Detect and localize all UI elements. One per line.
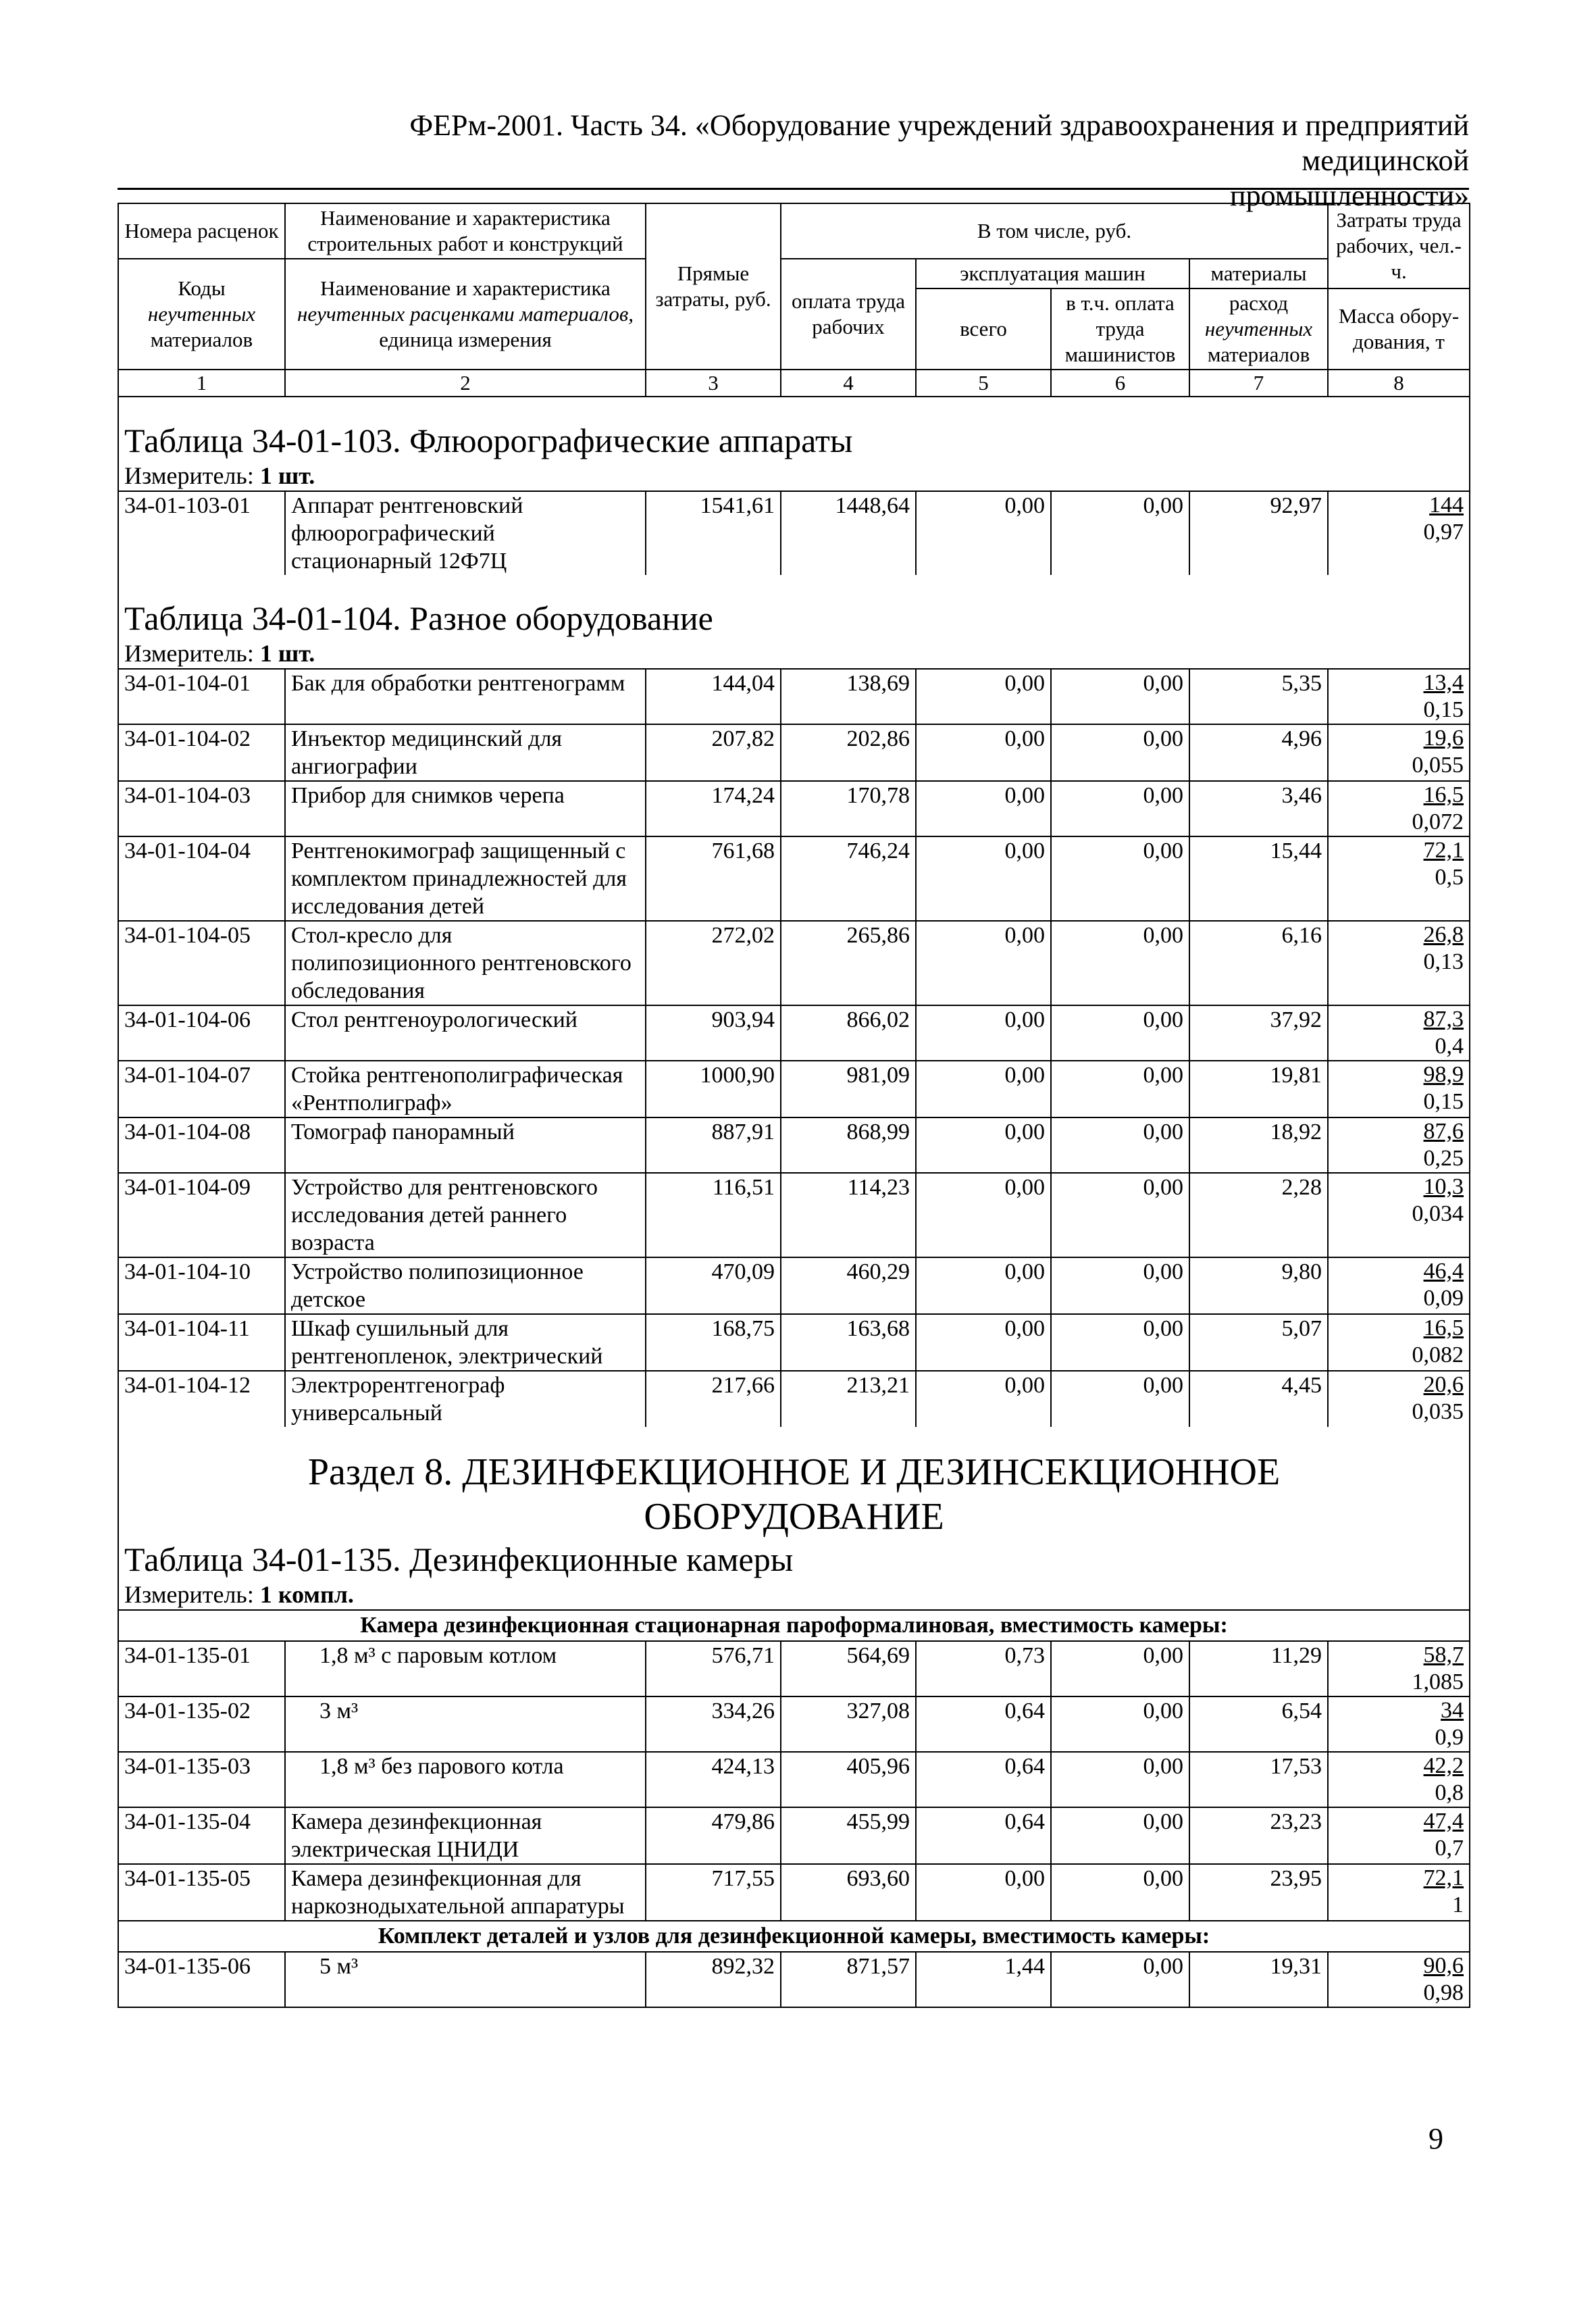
equipment-mass: 0,5 (1435, 865, 1464, 890)
subheading-row (118, 1921, 1470, 1952)
labor-hours: 13,4 (1423, 670, 1464, 695)
materials-cost: 19,81 (1189, 1061, 1328, 1117)
measure-line-row (118, 461, 1470, 491)
table-title-row (118, 420, 1470, 461)
labor-hours-and-mass (1328, 781, 1470, 836)
spacer (118, 1427, 1470, 1450)
rate-name-text: Стойка рентгенополиграфическая «Рентполиграф» (291, 1063, 623, 1115)
machines-cost: 0,00 (916, 836, 1051, 921)
measure-label: Измеритель: (124, 462, 254, 489)
rate-name (285, 669, 646, 724)
materials-cost: 5,07 (1189, 1314, 1328, 1371)
rate-code: 34-01-104-10 (118, 1257, 285, 1314)
materials-cost: 9,80 (1189, 1257, 1328, 1314)
rate-name-text: Инъектор медицинский для ангиографии (291, 726, 563, 779)
machinists-cost: 0,00 (1051, 1807, 1189, 1864)
labor-hours-and-mass (1328, 1696, 1470, 1752)
table-row (118, 1371, 1470, 1427)
rate-code: 34-01-104-09 (118, 1173, 285, 1257)
rate-name-text: Электрорентгенограф универсальный (291, 1373, 505, 1426)
labor-hours: 58,7 (1423, 1642, 1464, 1667)
table-row (118, 1061, 1470, 1117)
labor-cost: 871,57 (781, 1952, 916, 2007)
rate-code: 34-01-135-03 (118, 1752, 285, 1807)
col-number: 8 (1328, 370, 1470, 397)
materials-cost: 37,92 (1189, 1005, 1328, 1061)
col-name-header-bottom: Наименование и характеристика неучтенных расценками материалов, единица измерения (285, 259, 646, 370)
labor-hours: 34 (1441, 1698, 1464, 1723)
direct-cost: 207,82 (646, 724, 781, 781)
materials-cost: 6,16 (1189, 921, 1328, 1005)
materials-cost: 92,97 (1189, 491, 1328, 575)
direct-cost: 168,75 (646, 1314, 781, 1371)
equipment-mass: 0,97 (1423, 520, 1464, 545)
machines-cost: 0,64 (916, 1807, 1051, 1864)
spacer-row (118, 1427, 1470, 1450)
rate-name (285, 1257, 646, 1314)
equipment-mass: 0,13 (1423, 949, 1464, 974)
machines-cost: 0,00 (916, 491, 1051, 575)
rate-name (285, 1864, 646, 1921)
rate-code: 34-01-135-05 (118, 1864, 285, 1921)
rate-code: 34-01-104-04 (118, 836, 285, 921)
labor-hours: 16,5 (1423, 1315, 1464, 1340)
direct-cost: 1000,90 (646, 1061, 781, 1117)
rate-name (285, 1807, 646, 1864)
table-header (118, 203, 1470, 397)
direct-cost: 424,13 (646, 1752, 781, 1807)
machinists-cost: 0,00 (1051, 1061, 1189, 1117)
direct-cost: 903,94 (646, 1005, 781, 1061)
machinists-cost: 0,00 (1051, 836, 1189, 921)
labor-cost: 265,86 (781, 921, 916, 1005)
rate-code: 34-01-104-05 (118, 921, 285, 1005)
labor-cost: 460,29 (781, 1257, 916, 1314)
rate-name-text: Рентгенокимограф защищенный с комплектом принадлежностей для исследования детей (291, 838, 627, 919)
machines-cost: 0,00 (916, 1314, 1051, 1371)
labor-cost: 114,23 (781, 1173, 916, 1257)
table-row (118, 1807, 1470, 1864)
labor-hours: 87,3 (1423, 1007, 1464, 1032)
labor-hours-and-mass (1328, 669, 1470, 724)
materials-cost: 2,28 (1189, 1173, 1328, 1257)
rate-code: 34-01-104-02 (118, 724, 285, 781)
rate-code: 34-01-135-02 (118, 1696, 285, 1752)
table-row (118, 836, 1470, 921)
labor-hours: 16,5 (1423, 782, 1464, 807)
labor-hours-and-mass (1328, 1371, 1470, 1427)
rate-code: 34-01-103-01 (118, 491, 285, 575)
rate-code: 34-01-104-08 (118, 1117, 285, 1173)
labor-hours: 144 (1429, 493, 1464, 518)
table-row (118, 1952, 1470, 2007)
machines-cost: 0,00 (916, 921, 1051, 1005)
labor-hours: 19,6 (1423, 726, 1464, 751)
machines-cost: 0,00 (916, 1257, 1051, 1314)
labor-hours: 72,1 (1423, 1865, 1464, 1890)
machines-cost: 0,00 (916, 781, 1051, 836)
table-row (118, 669, 1470, 724)
measure-line (118, 1580, 1470, 1610)
labor-cost: 981,09 (781, 1061, 916, 1117)
rate-name-text: Стол рентгеноурологический (291, 1007, 577, 1032)
rate-name-text: Стол-кресло для полипозиционного рентгеновского обследования (291, 923, 632, 1003)
labor-hours: 87,6 (1423, 1119, 1464, 1144)
labor-cost: 746,24 (781, 836, 916, 921)
rate-name-text: Прибор для снимков черепа (291, 783, 565, 808)
col-material-use-header: расход неучтенных материалов (1189, 288, 1328, 370)
equipment-mass: 0,8 (1435, 1780, 1464, 1805)
measure-line-row (118, 638, 1470, 669)
machines-cost: 0,73 (916, 1641, 1051, 1696)
machines-cost: 0,64 (916, 1696, 1051, 1752)
labor-hours: 10,3 (1423, 1174, 1464, 1199)
table-title: Таблица 34-01-135. Дезинфекционные камеры (118, 1539, 1470, 1580)
machinists-cost: 0,00 (1051, 1005, 1189, 1061)
machines-cost: 0,00 (916, 1371, 1051, 1427)
direct-cost: 761,68 (646, 836, 781, 921)
machinists-cost: 0,00 (1051, 1696, 1189, 1752)
equipment-mass: 0,072 (1412, 809, 1464, 834)
machines-cost: 0,00 (916, 669, 1051, 724)
materials-cost: 18,92 (1189, 1117, 1328, 1173)
rate-name-text: Камера дезинфекционная для наркознодыхательной аппаратуры (291, 1866, 625, 1919)
equipment-mass: 0,15 (1423, 697, 1464, 722)
rate-name (285, 781, 646, 836)
machines-cost: 0,00 (916, 1061, 1051, 1117)
table-row (118, 1696, 1470, 1752)
rate-name (285, 1061, 646, 1117)
rate-name (285, 1173, 646, 1257)
labor-hours: 26,8 (1423, 922, 1464, 947)
materials-cost: 23,23 (1189, 1807, 1328, 1864)
measure-line (118, 638, 1470, 669)
rate-name-text: 1,8 м³ с паровым котлом (319, 1643, 557, 1668)
col-direct-header: Прямые затраты, руб. (646, 203, 781, 370)
direct-cost: 1541,61 (646, 491, 781, 575)
col-labor-hours-header: Затраты труда рабочих, чел.-ч. (1328, 203, 1470, 288)
rate-name (285, 1696, 646, 1752)
rate-name (285, 921, 646, 1005)
table-row (118, 491, 1470, 575)
machinists-cost: 0,00 (1051, 781, 1189, 836)
direct-cost: 717,55 (646, 1864, 781, 1921)
labor-cost: 868,99 (781, 1117, 916, 1173)
labor-hours: 20,6 (1423, 1372, 1464, 1397)
spacer-row (118, 397, 1470, 420)
labor-hours-and-mass (1328, 1061, 1470, 1117)
direct-cost: 272,02 (646, 921, 781, 1005)
rate-name-text: Шкаф сушильный для рентгенопленок, электрический (291, 1316, 603, 1369)
materials-cost: 17,53 (1189, 1752, 1328, 1807)
col-number: 3 (646, 370, 781, 397)
col-group-header: В том числе, руб. (781, 203, 1328, 259)
col-machines-total-header: всего (916, 288, 1051, 370)
machines-cost: 0,00 (916, 1864, 1051, 1921)
table-row (118, 1173, 1470, 1257)
table-title-row (118, 598, 1470, 638)
labor-cost: 866,02 (781, 1005, 916, 1061)
col-number: 4 (781, 370, 916, 397)
labor-hours-and-mass (1328, 1641, 1470, 1696)
col-machines-header: эксплуатация машин (916, 259, 1189, 288)
table-row (118, 781, 1470, 836)
labor-cost: 170,78 (781, 781, 916, 836)
direct-cost: 470,09 (646, 1257, 781, 1314)
equipment-mass: 1 (1452, 1892, 1464, 1917)
table-row (118, 1752, 1470, 1807)
table-row (118, 1117, 1470, 1173)
equipment-mass: 0,034 (1412, 1201, 1464, 1226)
equipment-mass: 0,98 (1423, 1980, 1464, 2005)
machinists-cost: 0,00 (1051, 1314, 1189, 1371)
col-labor-header: оплата труда рабочих (781, 259, 916, 370)
table-row (118, 724, 1470, 781)
labor-hours-and-mass (1328, 1005, 1470, 1061)
labor-hours: 98,9 (1423, 1062, 1464, 1087)
section-title-row (118, 1450, 1470, 1539)
labor-cost: 693,60 (781, 1864, 916, 1921)
materials-cost: 11,29 (1189, 1641, 1328, 1696)
direct-cost: 116,51 (646, 1173, 781, 1257)
machines-cost: 0,00 (916, 1117, 1051, 1173)
rate-name-text: Томограф панорамный (291, 1120, 515, 1145)
table-body (118, 397, 1470, 2007)
spacer (118, 397, 1470, 420)
header-line-1: ФЕРм-2001. Часть 34. «Оборудование учреждений здравоохранения и предприятий медицинской (409, 109, 1469, 177)
table-row (118, 1005, 1470, 1061)
materials-cost: 23,95 (1189, 1864, 1328, 1921)
col-materials-header: материалы (1189, 259, 1328, 288)
rate-code: 34-01-104-07 (118, 1061, 285, 1117)
machinists-cost: 0,00 (1051, 1173, 1189, 1257)
machines-cost: 0,00 (916, 1005, 1051, 1061)
section-title-line-1: Раздел 8. ДЕЗИНФЕКЦИОННОЕ И ДЕЗИНСЕКЦИОННОЕ (307, 1451, 1281, 1493)
machinists-cost: 0,00 (1051, 921, 1189, 1005)
direct-cost: 576,71 (646, 1641, 781, 1696)
col-code-header-bottom: Коды неучтенных материалов (118, 259, 285, 370)
equipment-mass: 0,9 (1435, 1725, 1464, 1750)
materials-cost: 19,31 (1189, 1952, 1328, 2007)
rate-name (285, 1117, 646, 1173)
col-name-header-top: Наименование и характеристика строительных работ и конструкций (285, 203, 646, 259)
labor-cost: 138,69 (781, 669, 916, 724)
equipment-mass: 0,035 (1412, 1399, 1464, 1424)
measure-line-row (118, 1580, 1470, 1610)
spacer-row (118, 575, 1470, 598)
labor-hours: 90,6 (1423, 1953, 1464, 1978)
measure-unit: 1 шт. (259, 640, 315, 667)
materials-cost: 5,35 (1189, 669, 1328, 724)
subheading: Камера дезинфекционная стационарная пароформалиновая, вместимость камеры: (118, 1610, 1470, 1641)
direct-cost: 174,24 (646, 781, 781, 836)
labor-cost: 163,68 (781, 1314, 916, 1371)
table-row (118, 921, 1470, 1005)
machines-cost: 1,44 (916, 1952, 1051, 2007)
rate-name (285, 1752, 646, 1807)
rate-name (285, 1952, 646, 2007)
rate-name-text: 5 м³ (319, 1954, 359, 1979)
rate-code: 34-01-104-01 (118, 669, 285, 724)
rate-code: 34-01-104-06 (118, 1005, 285, 1061)
header-rule (118, 188, 1469, 190)
page-header (317, 108, 1469, 213)
direct-cost: 144,04 (646, 669, 781, 724)
rate-name (285, 724, 646, 781)
spacer (118, 575, 1470, 598)
rate-name (285, 1641, 646, 1696)
machines-cost: 0,64 (916, 1752, 1051, 1807)
labor-hours-and-mass (1328, 921, 1470, 1005)
machinists-cost: 0,00 (1051, 1117, 1189, 1173)
equipment-mass: 0,055 (1412, 753, 1464, 778)
measure-line (118, 461, 1470, 491)
equipment-mass: 0,7 (1435, 1836, 1464, 1861)
col-number: 6 (1051, 370, 1189, 397)
labor-cost: 455,99 (781, 1807, 916, 1864)
rate-code: 34-01-104-12 (118, 1371, 285, 1427)
section-title-line-2: ОБОРУДОВАНИЕ (644, 1496, 944, 1538)
equipment-mass: 1,085 (1412, 1669, 1464, 1694)
subheading-row (118, 1610, 1470, 1641)
rate-code: 34-01-135-06 (118, 1952, 285, 2007)
equipment-mass: 0,4 (1435, 1034, 1464, 1059)
measure-label: Измеритель: (124, 640, 254, 667)
table-row (118, 1641, 1470, 1696)
measure-unit: 1 шт. (259, 462, 315, 489)
table-title: Таблица 34-01-104. Разное оборудование (118, 598, 1470, 638)
machinists-cost: 0,00 (1051, 1864, 1189, 1921)
rate-name-text: Бак для обработки рентгенограмм (291, 671, 625, 696)
rates-table (118, 203, 1470, 2008)
col-number: 1 (118, 370, 285, 397)
labor-cost: 202,86 (781, 724, 916, 781)
direct-cost: 334,26 (646, 1696, 781, 1752)
labor-hours: 46,4 (1423, 1259, 1464, 1284)
rate-name-text: Устройство полипозиционное детское (291, 1259, 584, 1312)
machinists-cost: 0,00 (1051, 1641, 1189, 1696)
rate-name-text: 3 м³ (319, 1699, 359, 1724)
rate-code: 34-01-135-01 (118, 1641, 285, 1696)
col-mass-header: Масса обору-дования, т (1328, 288, 1470, 370)
measure-label: Измеритель: (124, 1581, 254, 1608)
labor-cost: 405,96 (781, 1752, 916, 1807)
machinists-cost: 0,00 (1051, 1952, 1189, 2007)
col-number: 2 (285, 370, 646, 397)
materials-cost: 6,54 (1189, 1696, 1328, 1752)
rate-name-text: Камера дезинфекционная электрическая ЦНИДИ (291, 1809, 542, 1862)
labor-hours-and-mass (1328, 491, 1470, 575)
rate-name-text: Устройство для рентгеновского исследования детей раннего возраста (291, 1175, 598, 1255)
materials-cost: 3,46 (1189, 781, 1328, 836)
labor-hours-and-mass (1328, 1117, 1470, 1173)
page-number: 9 (1428, 2122, 1443, 2155)
rate-name (285, 836, 646, 921)
equipment-mass: 0,25 (1423, 1146, 1464, 1171)
labor-hours-and-mass (1328, 836, 1470, 921)
subheading: Комплект деталей и узлов для дезинфекционной камеры, вместимость камеры: (118, 1921, 1470, 1952)
rate-name (285, 1005, 646, 1061)
direct-cost: 479,86 (646, 1807, 781, 1864)
rate-name-text: 1,8 м³ без парового котла (319, 1754, 564, 1779)
machinists-cost: 0,00 (1051, 1257, 1189, 1314)
labor-hours: 72,1 (1423, 838, 1464, 863)
labor-cost: 1448,64 (781, 491, 916, 575)
labor-hours-and-mass (1328, 1807, 1470, 1864)
labor-cost: 327,08 (781, 1696, 916, 1752)
table-row (118, 1257, 1470, 1314)
labor-hours-and-mass (1328, 724, 1470, 781)
labor-hours-and-mass (1328, 1257, 1470, 1314)
machinists-cost: 0,00 (1051, 724, 1189, 781)
labor-hours-and-mass (1328, 1173, 1470, 1257)
direct-cost: 217,66 (646, 1371, 781, 1427)
machines-cost: 0,00 (916, 1173, 1051, 1257)
table-title-row (118, 1539, 1470, 1580)
table-row (118, 1314, 1470, 1371)
equipment-mass: 0,082 (1412, 1342, 1464, 1367)
measure-unit: 1 компл. (259, 1581, 354, 1608)
materials-cost: 4,45 (1189, 1371, 1328, 1427)
machinists-cost: 0,00 (1051, 491, 1189, 575)
rate-code: 34-01-104-11 (118, 1314, 285, 1371)
direct-cost: 892,32 (646, 1952, 781, 2007)
labor-hours-and-mass (1328, 1864, 1470, 1921)
rate-name (285, 1314, 646, 1371)
labor-cost: 564,69 (781, 1641, 916, 1696)
direct-cost: 887,91 (646, 1117, 781, 1173)
header-line-2: промышленности» (1230, 179, 1469, 212)
col-machinists-header: в т.ч. оплата труда машинистов (1051, 288, 1189, 370)
labor-cost: 213,21 (781, 1371, 916, 1427)
machines-cost: 0,00 (916, 724, 1051, 781)
table-row (118, 1864, 1470, 1921)
rate-name (285, 491, 646, 575)
table-title: Таблица 34-01-103. Флюорографические аппараты (118, 420, 1470, 461)
machinists-cost: 0,00 (1051, 1752, 1189, 1807)
labor-hours: 47,4 (1423, 1809, 1464, 1834)
col-number: 7 (1189, 370, 1328, 397)
rate-name-text: Аппарат рентгеновский флюорографический стационарный 12Ф7Ц (291, 493, 523, 574)
rate-code: 34-01-104-03 (118, 781, 285, 836)
rate-name (285, 1371, 646, 1427)
materials-cost: 15,44 (1189, 836, 1328, 921)
equipment-mass: 0,09 (1423, 1286, 1464, 1311)
rate-code: 34-01-135-04 (118, 1807, 285, 1864)
labor-hours-and-mass (1328, 1952, 1470, 2007)
labor-hours: 42,2 (1423, 1753, 1464, 1778)
section-title (118, 1450, 1470, 1539)
labor-hours-and-mass (1328, 1752, 1470, 1807)
col-code-header-top: Номера расценок (118, 203, 285, 259)
machinists-cost: 0,00 (1051, 1371, 1189, 1427)
machinists-cost: 0,00 (1051, 669, 1189, 724)
materials-cost: 4,96 (1189, 724, 1328, 781)
labor-hours-and-mass (1328, 1314, 1470, 1371)
col-number: 5 (916, 370, 1051, 397)
equipment-mass: 0,15 (1423, 1089, 1464, 1114)
